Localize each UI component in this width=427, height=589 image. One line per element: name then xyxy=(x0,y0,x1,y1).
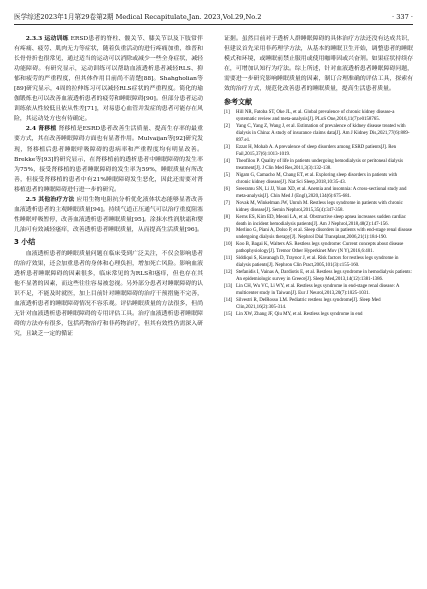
references-heading: 参考文献 xyxy=(224,98,252,107)
paragraph-transplant xyxy=(14,124,203,194)
reference-number: [11] xyxy=(224,256,232,262)
reference-number: [9] xyxy=(224,228,230,234)
reference-text: Ezzat H, Mohab A. A prevalence of sleep disorders among ESRD patients[J]. Ren Fail,2015,37(6):1013-1019. xyxy=(236,145,397,157)
paragraph-text: 肾移植是ESRD患者改善生活质量、提高生存率的最重要方式，其在改善睡眠障碍方面也有显著作用。Mulvaijan等[92]研究发现，肾移植后患者睡眠呼吸障碍的患病率和严重程度均有明显改善。Brekke等[93]的研究显示，在肾移植前的透析患者中睡眠障碍的发生率为75%，接受肾移植的患者睡眠障碍的发生率为59%，睡眠质量有所改善，但接受肾移植的患者中有21%睡眠障碍发生恶化，因此还需要对肾移植患者的睡眠障碍进行进一步的研究。 xyxy=(14,126,203,193)
reference-item xyxy=(224,312,413,319)
running-header xyxy=(14,10,413,25)
reference-text: Hill NR, Fatoba ST, Oke JL, et al. Global prevalence of chronic kidney disease-a systematic review and meta-analysis[J]. PLoS One,2016,11(7):e0158765. xyxy=(236,110,395,123)
section-heading: 2.4 肾移植 xyxy=(25,125,57,133)
paragraph-continuation: 证据。虽然目前对于透析人群睡眠障碍的具体治疗方法还没有达成共识，但建议首先采用非药理学方法，从基本的睡眠卫生开始，调整患者的睡眠模式和环境，或睡眠前禁止服用或使用咖啡因或兴奋剂。如果症状持续存在，可增加认知行为疗法。综上所述，针对血液透析患者睡眠障碍问题，需要进一步研究影响睡眠质量的因素，制订合理准确的评估工具，探索有效的治疗方式，规范化改善患者的睡眠质量，提高生活患者质量。 xyxy=(224,36,413,93)
reference-number: [4] xyxy=(224,158,230,164)
section-heading: 2.5 其他治疗方法 xyxy=(25,195,75,203)
journal-citation: 医学综述2023年1月第29卷第2期 Medical Recapitulate,Jan. 2023,Vol.29,No.2 xyxy=(14,13,262,21)
paragraph-text: 应用生物电阻抗分析优化液体状态能够显著改善血液透析患者的主观睡眠质量[94]。持续气道正压通气可以治疗重度阻塞性睡眠呼吸暂停，改善血液透析患者睡眠质量[95]。涂抹水性润肤霜和婴儿油可有效减轻瘙痒，改善透析患者睡眠质量，从而提高生活质量[96]。 xyxy=(14,196,203,233)
paragraph-exercise xyxy=(14,34,203,124)
reference-number: [6] xyxy=(224,186,230,192)
paragraph-summary xyxy=(14,249,203,339)
reference-number: [8] xyxy=(224,214,230,220)
right-column xyxy=(224,34,413,582)
reference-item xyxy=(224,187,413,201)
reference-text: Stefanidis I, Vainas A, Dardiotis E, et al. Restless legs syndrome in hemodialysis patients: An epidemiologic survey in Greece[J]. Sleep Med,2013,14(12):1381-1386. xyxy=(236,270,412,283)
reference-text: Nigam G, Camacho M, Chang ET, et al. Exploring sleep disorders in patients with chronic kidney disease[J]. Nat Sci Sleep,2018,10:35-43. xyxy=(236,172,398,185)
reference-text: Kerns ES, Kim ED, Meoni LA, et al. Obstructive sleep apnea increases sudden cardiac death in incident hemodialysis patients[J]. Am J Nephrol,2018,48(2):147-156. xyxy=(236,214,406,227)
reference-number: [12] xyxy=(224,270,233,276)
reference-item xyxy=(224,270,413,284)
reference-text: Yang C, Yang Z, Wang J, et al. Estimation of prevalence of kidney disease treated with dialysis in China: A study of insurance claims data[J]. Am J Kidney Dis,2021,77(6):889-897.e1. xyxy=(236,124,410,144)
reference-item xyxy=(224,228,413,242)
section-heading-summary: 3 小结 xyxy=(14,237,36,246)
reference-item xyxy=(224,256,413,270)
reference-number: [10] xyxy=(224,242,233,248)
reference-text: Siddiqui S, Kavanagh D, Traynor J, et al. Risk factors for restless legs syndrome in dialysis patients[J]. Nephron Clin Pract,2005,101(3):c155-160. xyxy=(236,256,399,269)
reference-item xyxy=(224,145,413,159)
reference-item xyxy=(224,284,413,298)
reference-item xyxy=(224,201,413,215)
section-heading: 2.3.3 运动训练 xyxy=(25,35,69,42)
reference-number: [3] xyxy=(224,145,230,151)
reference-number: [14] xyxy=(224,298,233,304)
reference-item xyxy=(224,124,413,145)
reference-number: [7] xyxy=(224,200,230,206)
reference-item xyxy=(224,242,413,256)
reference-text: Theofilou P. Quality of life in patients undergoing hemodialysis or peritoneal dialysis treatment[J]. J Clin Med Res,2011,3(3):132-138. xyxy=(236,158,403,171)
reference-number: [13] xyxy=(224,284,233,290)
paragraph-other-treatments xyxy=(14,195,203,235)
reference-number: [1] xyxy=(224,110,230,116)
reference-item xyxy=(224,215,413,229)
reference-number: [5] xyxy=(224,172,230,178)
reference-item xyxy=(224,173,413,187)
reference-text: Lin CH, Wu VC, Li WY, et al. Restless legs syndrome in end-stage renal disease: A multicenter study in Taiwan[J]. Eur J Neurol,2013,20(7):1025-1031. xyxy=(236,284,400,297)
reference-item xyxy=(224,298,413,312)
paragraph-text: 血液透析患者的睡眠质量问题在临床受到广泛关注，不仅会影响患者的治疗效果，还会加重患者的身体和心理负担，增加死亡风险。影响血液透析患者睡眠障碍的因素很多，临床常见的为RLS和瘙痒，但也存在其他不显著的因素，而这些往往容易被忽视。另外部分患者对睡眠障碍的认识不足，不能及时就医，加上目前针对睡眠障碍的治疗干预措施不完善，血液透析患者的睡眠障碍情况不容乐观。评估睡眠质量的方法很多，但尚无针对血液透析患者睡眠障碍的专用评估工具。治疗血液透析患者睡眠障碍的方法亦有很多，包括药物治疗和非药物治疗，但其有效性仍需深入研究，且缺乏一定的循证 xyxy=(14,250,203,338)
reference-number: [2] xyxy=(224,124,230,130)
reference-item xyxy=(224,110,413,124)
reference-text: Koo B, Bagai K, Walters AS. Restless legs syndrome: Current concepts about disease pathophysiology[J]. Tremor Other Hyperkinet Mov (N Y),2016,6:401. xyxy=(236,242,404,255)
reference-text: Silvestri R, DelRosso LM. Pediatric restless legs syndrome[J]. Sleep Med Clin,2021,16(2):305-314. xyxy=(236,298,381,310)
paragraph-text: ERSD患者的脊柱、髋关节、膝关节以及下肢常伴有疼痛、疲劳、肌肉无力等症状，随着负重活动的进行疼痛加重，维普和长骨骨折也很常见，通过适当的运动可以消除或减少一些全身症状，减轻功能障碍。有研究显示，运动训练可以帮助血液透析患者减轻RLS、抑郁和疲劳的严重程度，但其体作用目前尚不清楚[88]。Shahgholian等[89]研究显示，4周的拉伸练习可以减轻RLS症状的严重程度。简化的瑜伽锻炼也可以改善血液透析患者的疲劳和睡眠障碍[90]。但部分患者运动训练依从性较低且依从性差[71]，对易患心血管并发症的患者可能存在风险，其运动处方也有待确定。 xyxy=(14,36,203,123)
reference-number: [15] xyxy=(224,311,233,317)
reference-text: Novak M, Winkelman JW, Unruh M. Restless legs syndrome in patients with chronic kidney disease[J]. Semin Nephrol,2015,35(4):347-358. xyxy=(236,200,403,213)
reference-list xyxy=(224,110,413,319)
page-number: · 337 · xyxy=(392,13,413,21)
reference-item xyxy=(224,159,413,173)
reference-text: Lin XW, Zhang JF, Qiu MY, et al. Restless legs syndrome in end xyxy=(236,311,363,317)
reference-text: Merlino G, Piani A, Dolso P, et al. Sleep disorders in patients with end-stage renal disease undergoing dialysis therapy[J]. Nephrol Dial Transplant,2006,21(1):184-190. xyxy=(236,228,412,241)
reference-text: Sreeramu SN, Li JJ, Yuan XD, et al. Anemia and insomnia: A cross-sectional study and meta-analysis[J]. Chin Med J (Engl),2020,134(6):675-681. xyxy=(236,186,407,199)
left-column xyxy=(14,34,203,582)
